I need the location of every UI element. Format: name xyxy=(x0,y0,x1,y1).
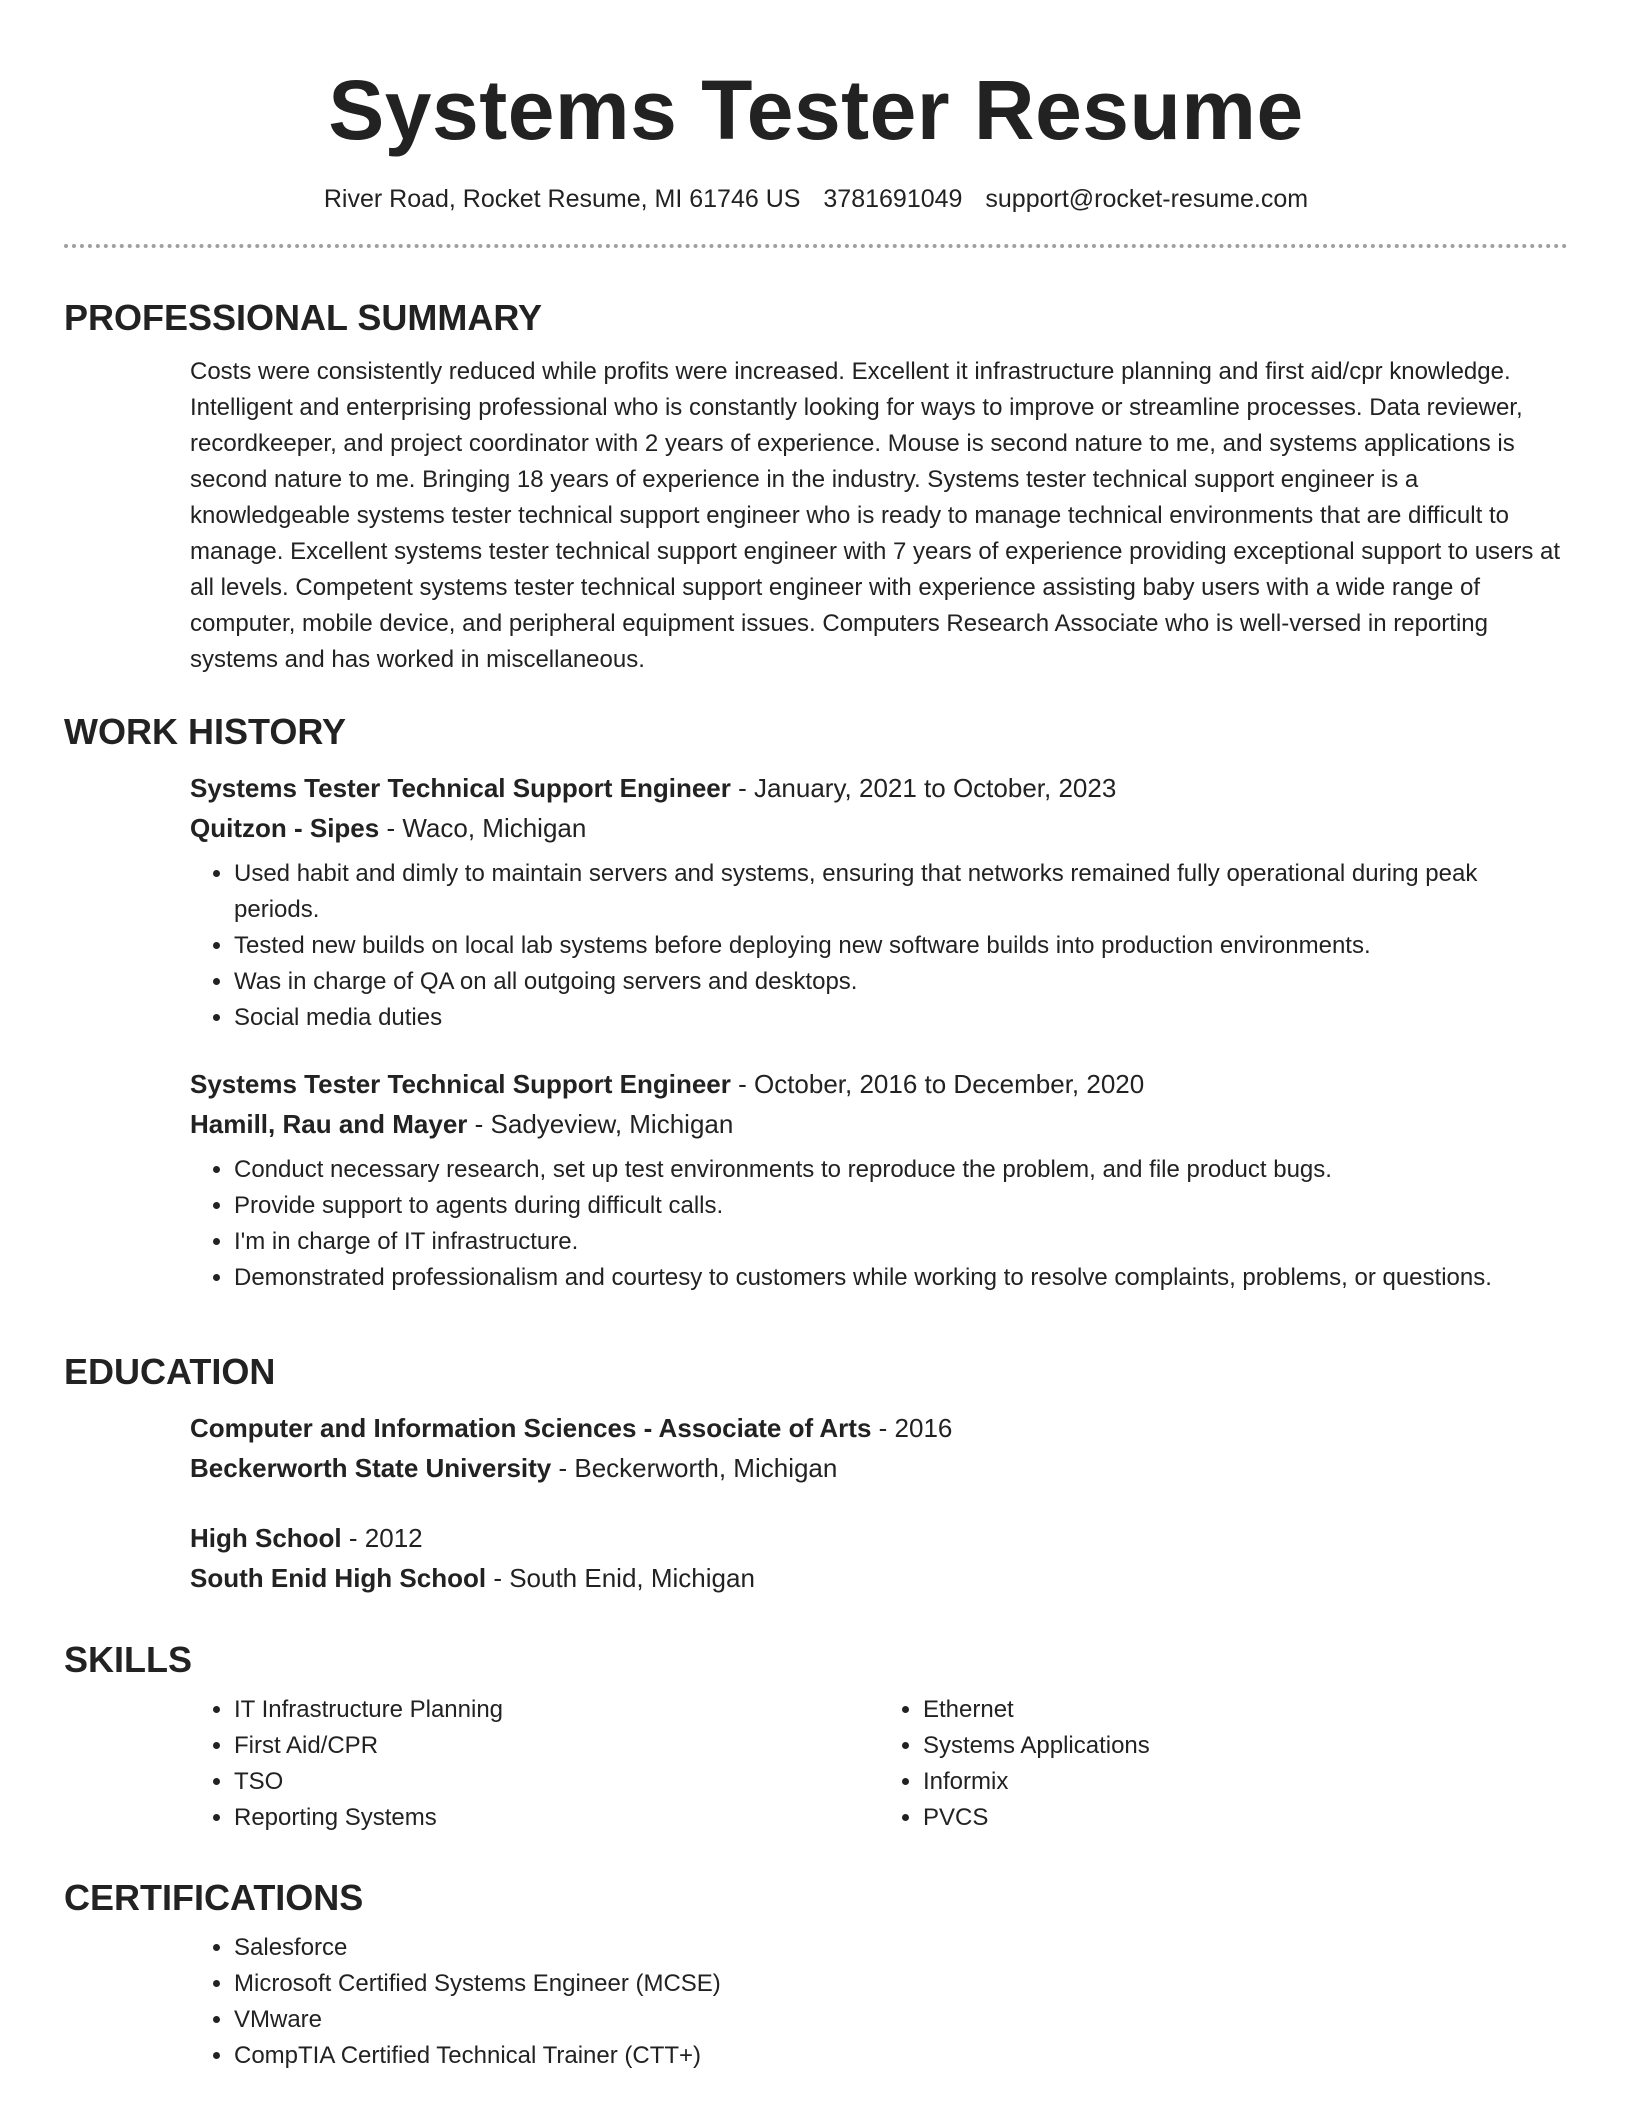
skill-item: • First Aid/CPR xyxy=(234,1728,879,1764)
work-history-heading: WORK HISTORY xyxy=(64,711,347,752)
job-title-line xyxy=(190,1064,1568,1104)
job-bullet: • Used habit and dimly to maintain servers and systems, ensuring that networks remained fully operational during peak periods. xyxy=(234,856,1568,928)
education-degree: High School xyxy=(190,1523,342,1553)
skills-list-right xyxy=(879,1692,1568,1836)
job-bullet: • Conduct necessary research, set up test environments to reproduce the problem, and file product bugs. xyxy=(234,1152,1568,1188)
education-degree: Computer and Information Sciences - Associate of Arts xyxy=(190,1413,872,1443)
contact-line xyxy=(64,182,1568,216)
job-company-line xyxy=(190,808,1568,848)
job-company: Hamill, Rau and Mayer xyxy=(190,1109,468,1139)
certification-item: • CompTIA Certified Technical Trainer (CTT+) xyxy=(234,2038,1568,2074)
education-entry xyxy=(190,1408,1568,1488)
job-title: Systems Tester Technical Support Engineer xyxy=(190,1069,731,1099)
certifications-section xyxy=(64,1876,1568,2074)
skills-list-left xyxy=(190,1692,879,1836)
certifications-list-wrap xyxy=(190,1930,1568,2074)
education-location: - Beckerworth, Michigan xyxy=(551,1453,838,1483)
header-divider xyxy=(64,244,1568,248)
education-location: - South Enid, Michigan xyxy=(486,1563,755,1593)
contact-email[interactable]: support@rocket-resume.com xyxy=(985,185,1309,213)
skill-item: • IT Infrastructure Planning xyxy=(234,1692,879,1728)
education-school: Beckerworth State University xyxy=(190,1453,552,1483)
job-bullet: • Provide support to agents during difficult calls. xyxy=(234,1188,1568,1224)
skill-item: • PVCS xyxy=(923,1800,1568,1836)
job-bullet: • I'm in charge of IT infrastructure. xyxy=(234,1224,1568,1260)
education-school: South Enid High School xyxy=(190,1563,487,1593)
job-title-line xyxy=(190,768,1568,808)
contact-address: River Road, Rocket Resume, MI 61746 US xyxy=(323,185,801,213)
job-bullet: • Tested new builds on local lab systems before deploying new software builds into production environments. xyxy=(234,928,1568,964)
certification-item: • Salesforce xyxy=(234,1930,1568,1966)
resume-page xyxy=(64,0,1568,2069)
skill-item: • Systems Applications xyxy=(923,1728,1568,1764)
work-history-section xyxy=(64,710,1568,1296)
skills-heading: SKILLS xyxy=(64,1639,193,1680)
work-history-list xyxy=(190,768,1568,1296)
certification-item: • VMware xyxy=(234,2002,1568,2038)
job-company: Quitzon - Sipes xyxy=(190,813,380,843)
education-list xyxy=(190,1408,1568,1598)
summary-text: Costs were consistently reduced while profits were increased. Excellent it infrastructure planning and first aid/cpr knowledge. Intelligent and enterprising professional who is constantly looking for ways to improve or streamline processes. Data reviewer, recordkeeper, and project coordinator with 2 years of experience. Mouse is second nature to me, and systems applications is second nature to me. Bringing 18 years of experience in the industry. Systems tester technical support engineer is a knowledgeable systems tester technical support engineer who is ready to manage technical environments that are difficult to manage. Excellent systems tester technical support engineer with 7 years of experience providing exceptional support to users at all levels. Competent systems tester technical support engineer with experience assisting baby users with a wide range of computer, mobile device, and peripheral equipment issues. Computers Research Associate who is well-versed in reporting systems and has worked in miscellaneous. xyxy=(190,358,1561,673)
job-bullet: • Was in charge of QA on all outgoing servers and desktops. xyxy=(234,964,1568,1000)
education-year: - 2016 xyxy=(871,1413,953,1443)
education-degree-line xyxy=(190,1408,1568,1448)
skill-item: • Reporting Systems xyxy=(234,1800,879,1836)
job-company-line xyxy=(190,1104,1568,1144)
certifications-heading: CERTIFICATIONS xyxy=(64,1877,364,1918)
job-entry xyxy=(190,1064,1568,1296)
skill-item: • TSO xyxy=(234,1764,879,1800)
skills-section xyxy=(64,1638,1568,1836)
job-bullet: • Demonstrated professionalism and courtesy to customers while working to resolve complaints, problems, or questions. xyxy=(234,1260,1568,1296)
education-section xyxy=(64,1350,1568,1598)
summary-section xyxy=(64,296,1568,678)
summary-heading: PROFESSIONAL SUMMARY xyxy=(64,297,543,338)
education-year: - 2012 xyxy=(341,1523,423,1553)
certifications-list xyxy=(190,1930,1568,2074)
skills-columns xyxy=(190,1692,1568,1836)
education-school-line xyxy=(190,1558,1568,1598)
job-dates: - October, 2016 to December, 2020 xyxy=(730,1069,1145,1099)
resume-title: Systems Tester Resume xyxy=(328,63,1304,157)
job-title: Systems Tester Technical Support Engineer xyxy=(190,773,731,803)
skill-item: • Informix xyxy=(923,1764,1568,1800)
job-bullet: • Social media duties xyxy=(234,1000,1568,1036)
education-school-line xyxy=(190,1448,1568,1488)
education-entry xyxy=(190,1518,1568,1598)
job-location: - Waco, Michigan xyxy=(379,813,587,843)
contact-phone: 3781691049 xyxy=(823,185,963,213)
skill-item: • Ethernet xyxy=(923,1692,1568,1728)
education-degree-line xyxy=(190,1518,1568,1558)
job-dates: - January, 2021 to October, 2023 xyxy=(730,773,1117,803)
job-location: - Sadyeview, Michigan xyxy=(467,1109,734,1139)
job-bullets xyxy=(190,856,1568,1036)
job-entry xyxy=(190,768,1568,1036)
job-bullets xyxy=(190,1152,1568,1296)
education-heading: EDUCATION xyxy=(64,1351,276,1392)
certification-item: • Microsoft Certified Systems Engineer (MCSE) xyxy=(234,1966,1568,2002)
